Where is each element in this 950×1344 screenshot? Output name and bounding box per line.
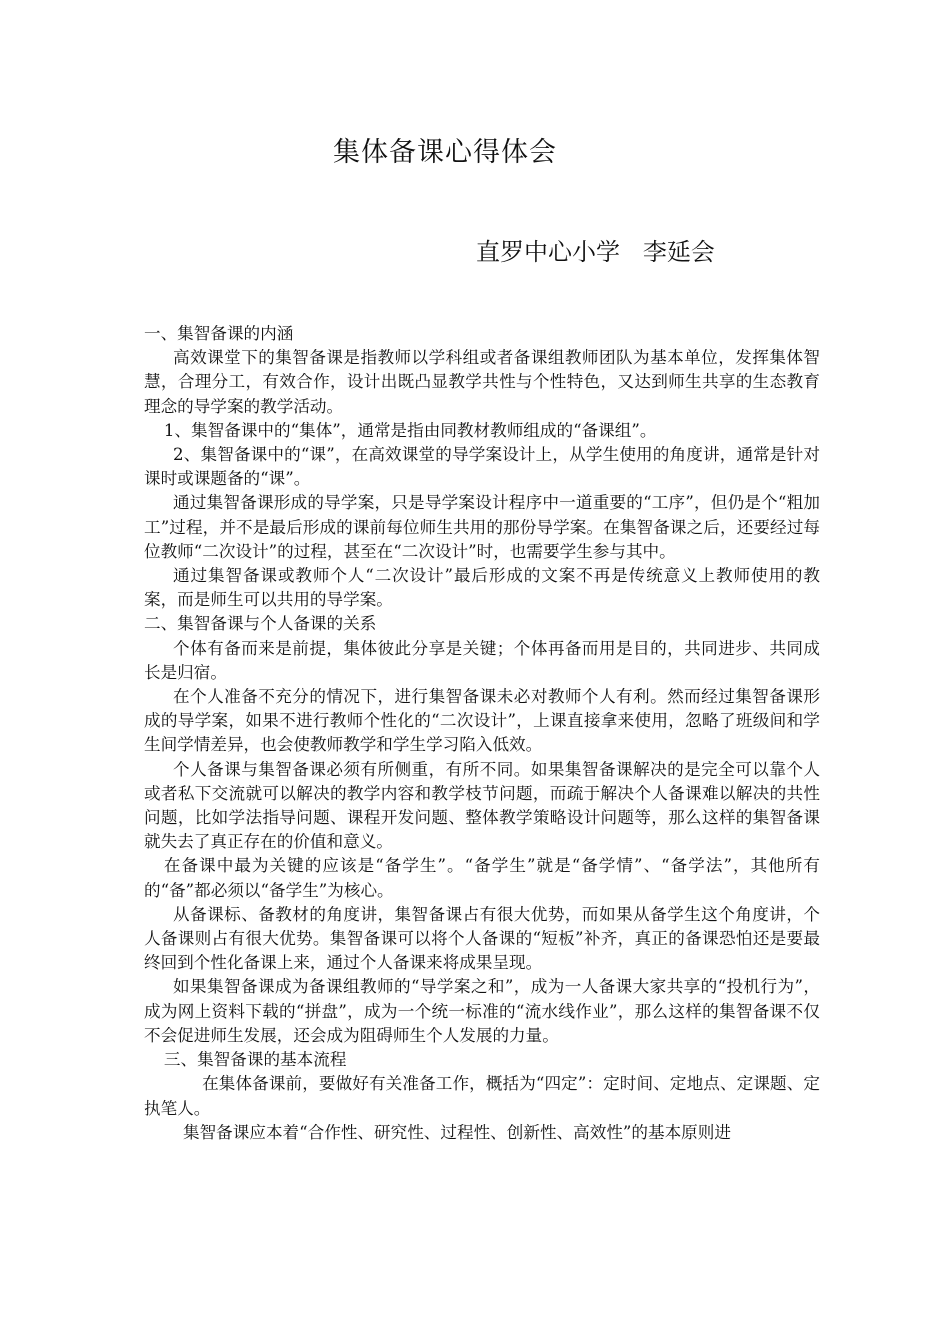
document-body bbox=[144, 322, 820, 1145]
document-title: 集体备课心得体会 bbox=[333, 137, 557, 168]
paragraph: 个体有备而来是前提，集体彼此分享是关键；个体再备而用是目的，共同进步、共同成长是归宿。 bbox=[144, 638, 820, 682]
paragraph: 通过集智备课形成的导学案，只是导学案设计程序中一道重要的“工序”，但仍是个“粗加工”过程，并不是最后形成的课前每位师生共用的那份导学案。在集智备课之后，还要经过每位教师“二次设计”的过程，甚至在“二次设计”时，也需要学生参与其中。 bbox=[144, 493, 820, 561]
paragraph: 个人备课与集智备课必须有所侧重，有所不同。如果集智备课解决的是完全可以靠个人或者私下交流就可以解决的教学内容和教学枝节问题，而疏于解决个人备课难以解决的共性问题，比如学法指导问题、课程开发问题、整体教学策略设计问题等，那么这样的集智备课就失去了真正存在的价值和意义。 bbox=[144, 759, 820, 852]
paragraph: 从备课标、备教材的角度讲，集智备课占有很大优势，而如果从备学生这个角度讲，个人备课则占有很大优势。集智备课可以将个人备课的“短板”补齐，真正的备课恐怕还是要最终回到个性化备课上来，通过个人备课来将成果呈现。 bbox=[144, 904, 820, 973]
paragraph: 在备课中最为关键的应该是“备学生”。“备学生”就是“备学情”、“备学法”，其他所有的“备”都必须以“备学生”为核心。 bbox=[144, 856, 820, 900]
paragraph: 在个人准备不充分的情况下，进行集智备课未必对教师个人有利。然而经过集智备课形成的导学案，如果不进行教师个性化的“二次设计”，上课直接拿来使用，忽略了班级间和学生间学情差异，也会使教师教学和学生学习陷入低效。 bbox=[144, 687, 820, 755]
section-heading-3: 三、集智备课的基本流程 bbox=[163, 1050, 347, 1070]
paragraph: 如果集智备课成为备课组教师的“导学案之和”，成为一人备课大家共享的“投机行为”，成为网上资料下载的“拼盘”，成为一个统一标准的“流水线作业”，那么这样的集智备课不仅不会促进师生发展，还会成为阻碍师生个人发展的力量。 bbox=[144, 977, 820, 1045]
paragraph: 1、集智备课中的“集体”，通常是指由同教材教师组成的“备课组”。 bbox=[163, 420, 657, 440]
document-author: 直罗中心小学 李延会 bbox=[476, 238, 715, 266]
section-heading-2: 二、集智备课与个人备课的关系 bbox=[144, 614, 377, 634]
paragraph: 在集体备课前，要做好有关准备工作，概括为“四定”：定时间、定地点、定课题、定执笔人。 bbox=[144, 1074, 820, 1118]
paragraph: 高效课堂下的集智备课是指教师以学科组或者备课组教师团队为基本单位，发挥集体智慧，合理分工，有效合作，设计出既凸显教学共性与个性特色，又达到师生共享的生态教育理念的导学案的教学活动。 bbox=[144, 348, 820, 416]
paragraph: 通过集智备课或教师个人“二次设计”最后形成的文案不再是传统意义上教师使用的教案，而是师生可以共用的导学案。 bbox=[144, 566, 820, 610]
paragraph: 2、集智备课中的“课”，在高效课堂的导学案设计上，从学生使用的角度讲，通常是针对课时或课题备的“课”。 bbox=[144, 445, 820, 489]
paragraph: 集智备课应本着“合作性、研究性、过程性、创新性、高效性”的基本原则进 bbox=[183, 1122, 731, 1142]
section-heading-1: 一、集智备课的内涵 bbox=[144, 324, 294, 343]
